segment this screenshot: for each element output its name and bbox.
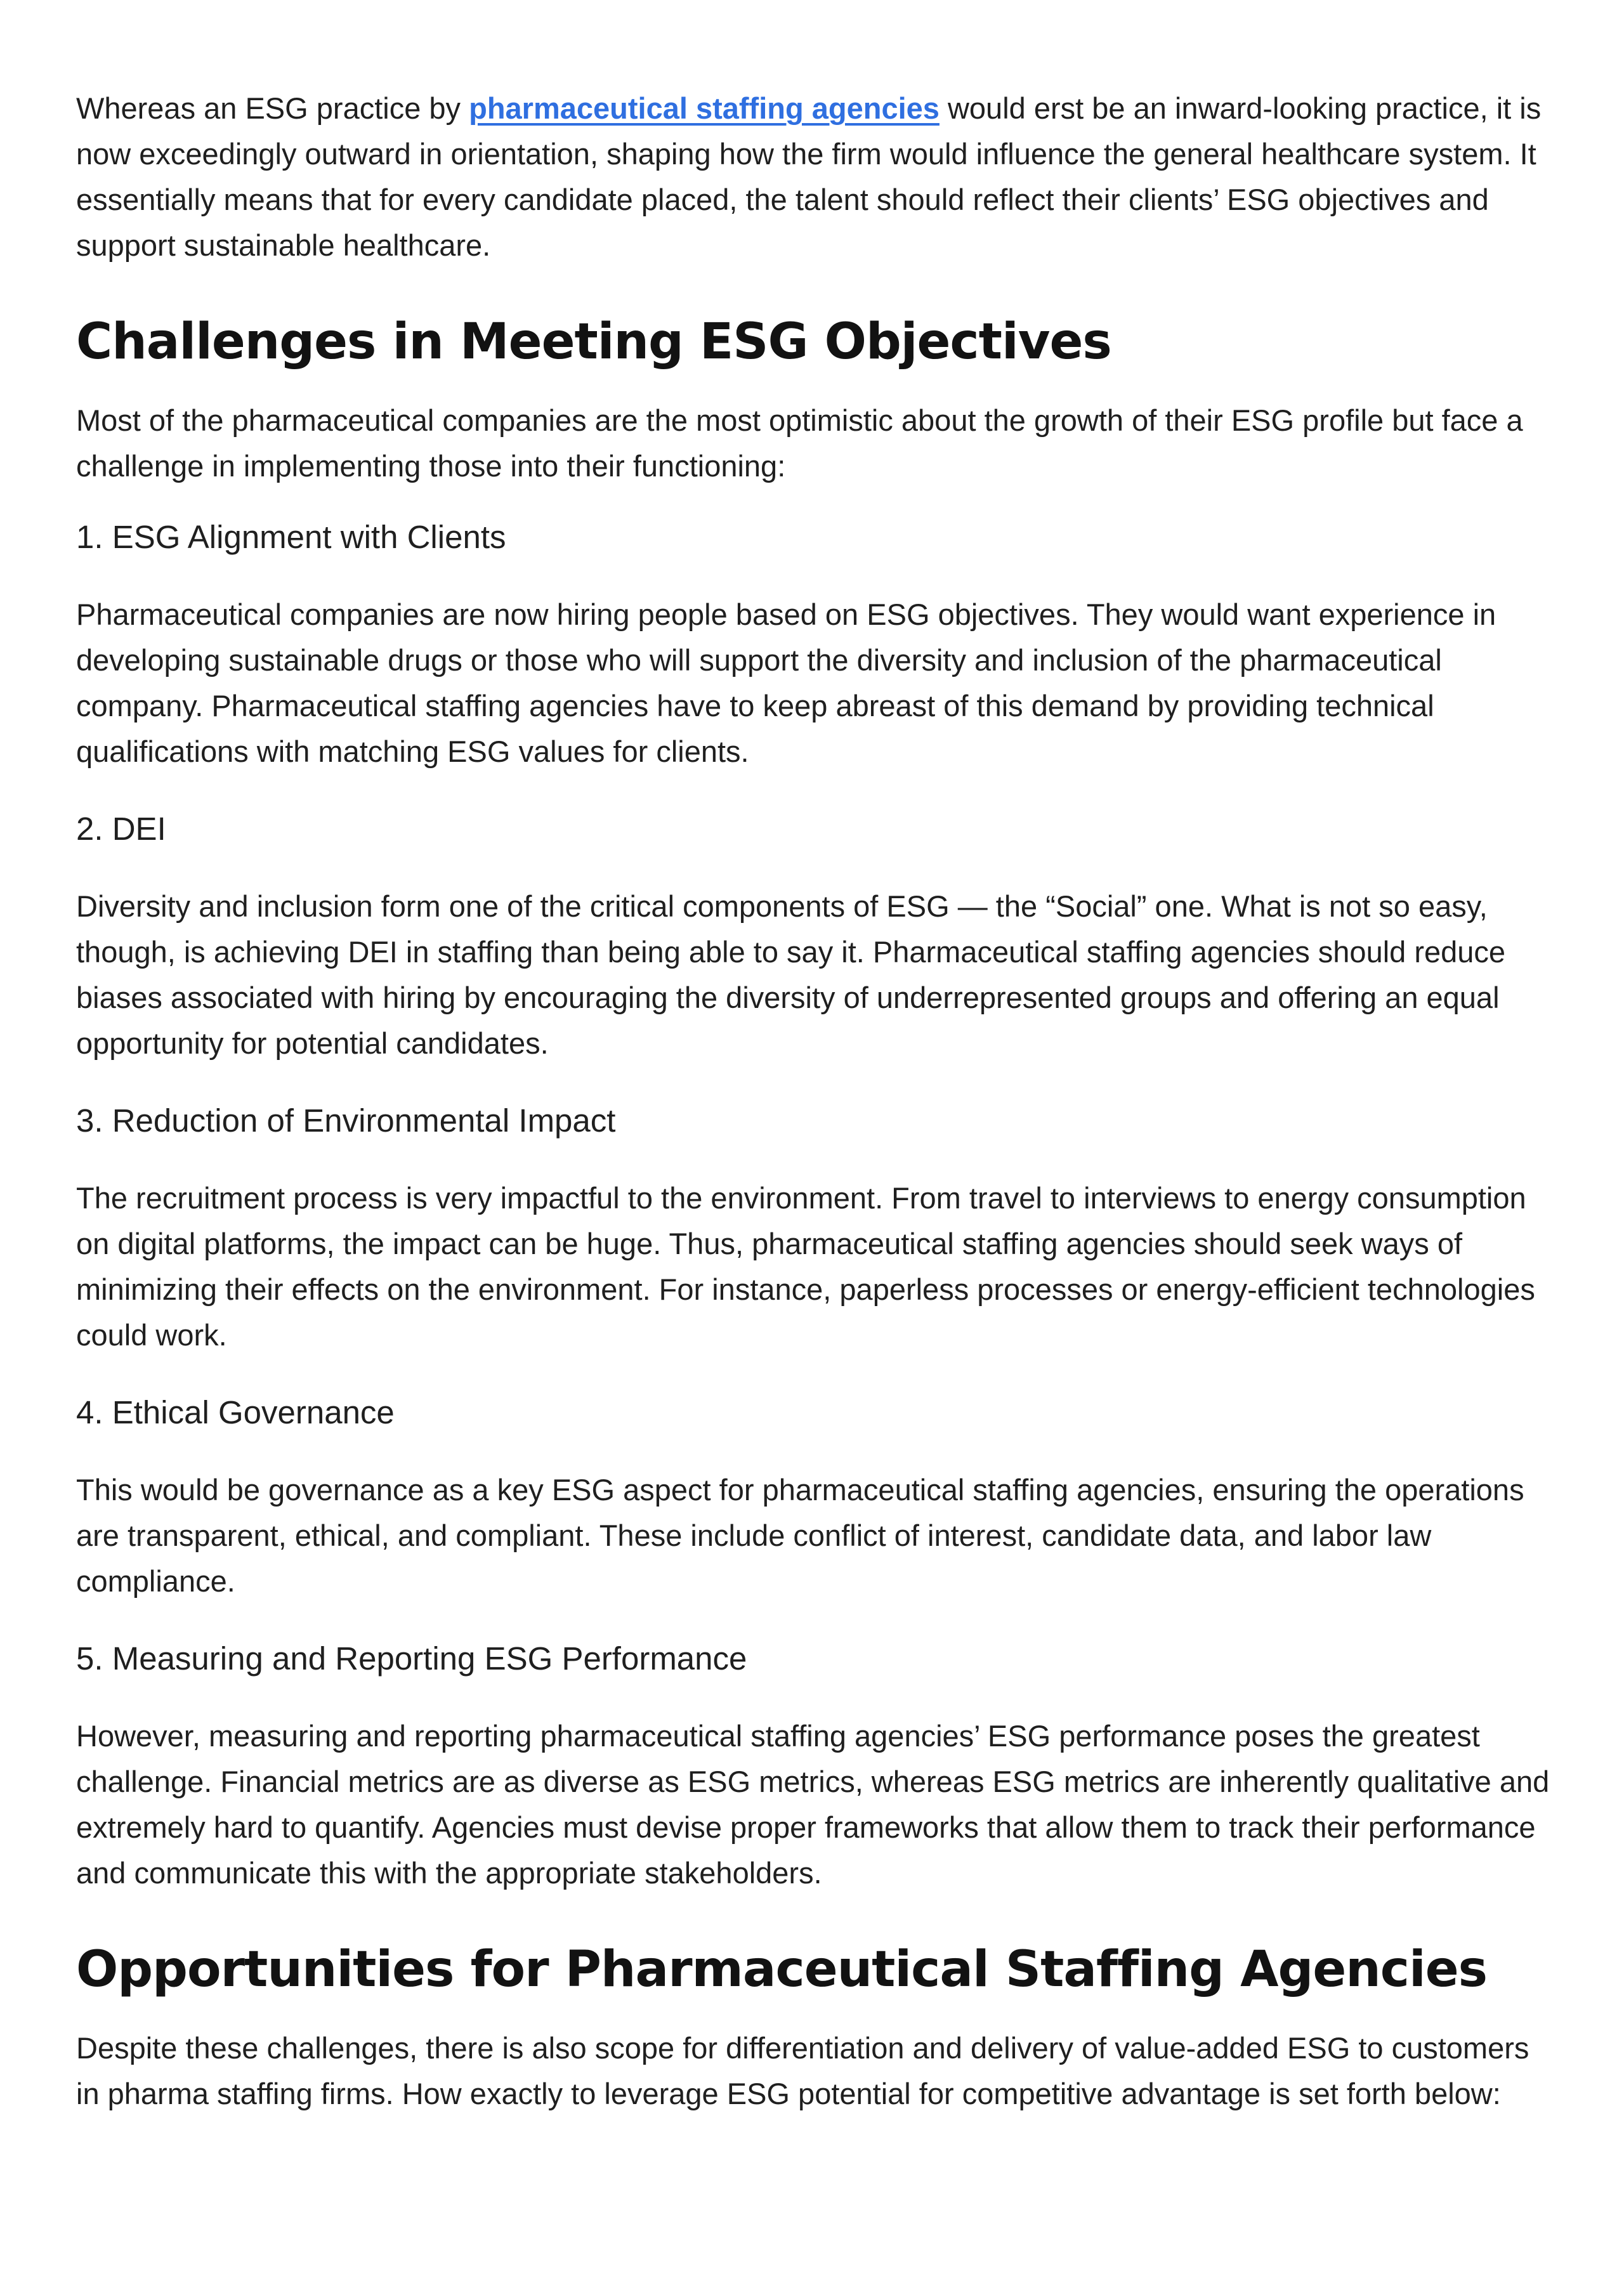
challenges-heading: Challenges in Meeting ESG Objectives: [76, 313, 1111, 370]
challenge-2-body: Diversity and inclusion form one of the critical components of ESG — the “Social” one. What is not so easy, though, is achieving DEI in staffing than being able to say it. Pharmaceutical staffing agencies should reduce biases associated with hiring by encouraging the diversity of underrepresented groups and offering an equal opportunity for potential candidates.: [76, 889, 1506, 1060]
intro-paragraph: [76, 86, 1561, 268]
pharmaceutical-staffing-agencies-link[interactable]: pharmaceutical staffing agencies: [469, 91, 940, 125]
challenge-5-body: However, measuring and reporting pharmaceutical staffing agencies’ ESG performance poses the greatest challenge. Financial metrics are as diverse as ESG metrics, whereas ESG metrics are inherently qualitative and extremely hard to quantify. Agencies must devise proper frameworks that allow them to track their performance and communicate this with the appropriate stakeholders.: [76, 1719, 1550, 1890]
challenge-4-number: 4.: [76, 1394, 103, 1430]
challenge-4-body: This would be governance as a key ESG aspect for pharmaceutical staffing agencies, ensuring the operations are transparent, ethical, and compliant. These include conflict of interest, candidate data, and labor law compliance.: [76, 1473, 1524, 1598]
opportunities-lead-paragraph: Despite these challenges, there is also scope for differentiation and delivery of value-added ESG to customers in pharma staffing firms. How exactly to leverage ESG potential for competitive advantage is set forth below:: [76, 2031, 1529, 2110]
challenge-4-title: Ethical Governance: [112, 1394, 395, 1430]
opportunities-heading: Opportunities for Pharmaceutical Staffing Agencies: [76, 1941, 1488, 1998]
challenge-4-heading: [76, 1390, 1561, 1435]
challenge-3-body: The recruitment process is very impactful to the environment. From travel to interviews to energy consumption on digital platforms, the impact can be huge. Thus, pharmaceutical staffing agencies should seek ways of minimizing their effects on the environment. For instance, paperless processes or energy-efficient technologies could work.: [76, 1181, 1535, 1352]
challenge-2-title: DEI: [112, 811, 166, 847]
intro-text-after-link: would erst be an inward-looking practice, it is now exceedingly outward in orientation, shaping how the firm would influence the general healthcare system. It essentially means that for every candidate placed, the talent should reflect their clients’ ESG objectives and support sustainable healthcare.: [76, 91, 1542, 262]
challenge-3-title: Reduction of Environmental Impact: [112, 1102, 616, 1139]
intro-text-before-link: Whereas an ESG practice by: [76, 91, 469, 125]
challenge-5-title: Measuring and Reporting ESG Performance: [112, 1640, 747, 1677]
challenge-5-heading: [76, 1636, 1561, 1682]
challenge-3-number: 3.: [76, 1102, 103, 1139]
challenge-1-number: 1.: [76, 519, 103, 555]
challenge-2-heading: [76, 806, 1561, 852]
challenge-1-body: Pharmaceutical companies are now hiring people based on ESG objectives. They would want experience in developing sustainable drugs or those who will support the diversity and inclusion of the pharmaceutical company. Pharmaceutical staffing agencies have to keep abreast of this demand by providing technical qualifications with matching ESG values for clients.: [76, 598, 1496, 768]
challenge-5-number: 5.: [76, 1640, 103, 1677]
challenge-1-heading: [76, 514, 1561, 560]
article-body: [76, 86, 1561, 2148]
challenge-1-title: ESG Alignment with Clients: [112, 519, 506, 555]
challenge-2-number: 2.: [76, 811, 103, 847]
challenge-3-heading: [76, 1098, 1561, 1144]
challenges-lead-paragraph: Most of the pharmaceutical companies are the most optimistic about the growth of their ESG profile but face a challenge in implementing those into their functioning:: [76, 403, 1523, 483]
